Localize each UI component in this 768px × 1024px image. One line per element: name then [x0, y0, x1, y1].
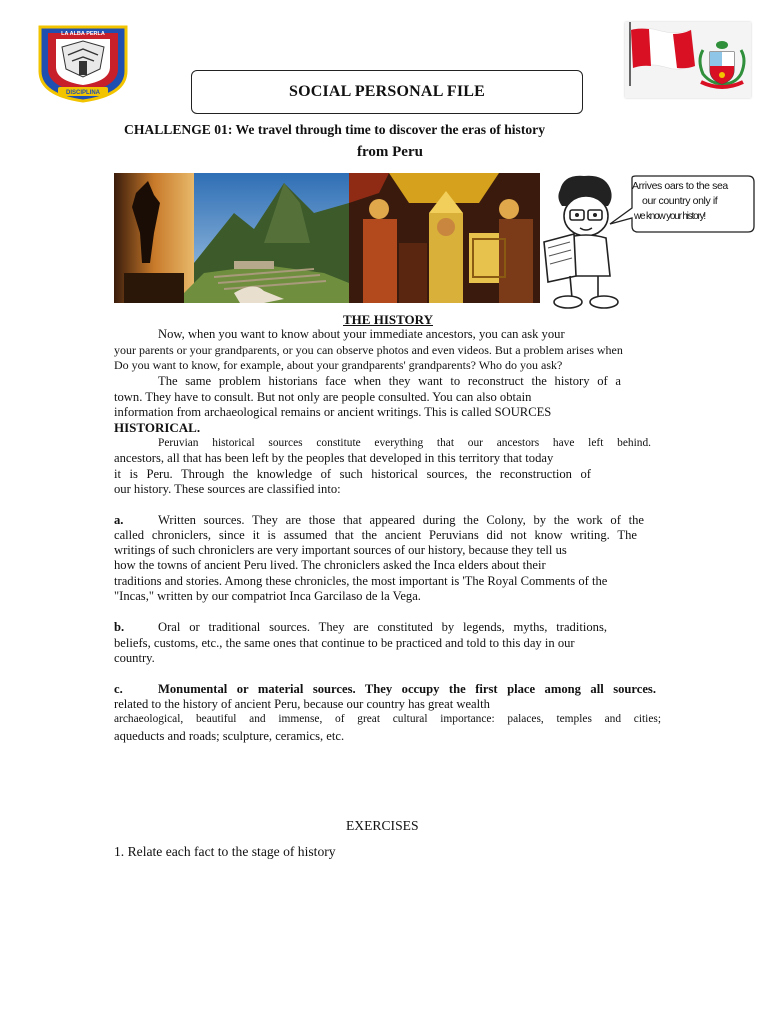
paragraph-line: called chroniclers, since it is assumed that the ancient Peruvians did not know writing. The [114, 528, 637, 542]
paragraph-line: Peruvian historical sources constitute everything that our ancestors have left behind. [158, 437, 651, 449]
paragraph-line: how the towns of ancient Peru lived. The chroniclers asked the Inca elders about their [114, 558, 546, 572]
paragraph-line: Now, when you want to know about your immediate ancestors, you can ask your [158, 327, 565, 341]
speech-bubble-line: our country only if [642, 195, 718, 207]
paragraph-line: Oral or traditional sources. They are constituted by legends, myths, traditions, [158, 620, 607, 634]
document-title: SOCIAL PERSONAL FILE [288, 83, 486, 100]
paragraph-line: country. [114, 651, 155, 665]
paragraph-line: information from archaeological remains or ancient writings. This is called SOURCES [114, 405, 552, 419]
paragraph-line: it is Peru. Through the knowledge of such historical sources, the reconstruction of [114, 467, 591, 481]
paragraph-line: traditions and stories. Among these chronicles, the most important is 'The Royal Comments of the [114, 574, 608, 588]
paragraph-line: ancestors, all that has been left by the peoples that developed in this territory that today [114, 451, 554, 465]
paragraph-line: your parents or your grandparents, or you can observe photos and even videos. But a problem arises when [114, 343, 623, 357]
paragraph-line: Written sources. They are those that appeared during the Colony, by the work of the [158, 513, 644, 527]
crest-bottom-text: DISCIPLINA [65, 90, 101, 96]
list-marker-a: a. [114, 513, 124, 527]
paragraph-line: our history. These sources are classified into: [114, 482, 341, 496]
paragraph-line: archaeological, beautiful and immense, of great cultural importance: palaces, temples and cities; [114, 713, 661, 725]
paragraph-line: "Incas," written by our compatriot Inca Garcilaso de la Vega. [114, 589, 421, 603]
paragraph-line: beliefs, customs, etc., the same ones that continue to be practiced and told to this day in our [114, 636, 575, 650]
speech-bubble-text [632, 179, 750, 224]
paragraph-line: The same problem historians face when they want to reconstruct the history of a [158, 374, 621, 388]
challenge-heading: CHALLENGE 01: We travel through time to discover the eras of history [124, 122, 545, 137]
list-marker-c: c. [114, 682, 123, 696]
paragraph-line: writings of such chroniclers are very important sources of our history, because they tell us [114, 543, 567, 557]
exercise-item-1: 1. Relate each fact to the stage of history [114, 844, 336, 859]
peru-flag-emblem [625, 22, 751, 98]
challenge-heading-continued: from Peru [357, 144, 423, 160]
speech-bubble-line: Arrives oars to the sea [632, 180, 728, 192]
paragraph-line-bold: Monumental or material sources. They occupy the first place among all sources. [158, 682, 656, 696]
school-crest-logo [34, 21, 132, 103]
document-title-box [191, 70, 583, 114]
paragraph-line: aqueducts and roads; sculpture, ceramics, etc. [114, 729, 345, 743]
exercises-title: EXERCISES [346, 818, 419, 833]
list-marker-b: b. [114, 620, 125, 634]
speech-bubble-line: we know your history! [634, 211, 705, 222]
crest-top-text: LA ALBA PERLA [61, 31, 105, 37]
inca-ceremony-photo [349, 173, 540, 303]
paragraph-line: related to the history of ancient Peru, because our country has great wealth [114, 697, 490, 711]
paragraph-line-bold: HISTORICAL. [114, 420, 201, 435]
paragraph-line: town. They have to consult. But not only are people consulted. You can also obtain [114, 390, 532, 404]
section-heading-history: THE HISTORY [343, 312, 433, 327]
paragraph-line: Do you want to know, for example, about your grandparents' grandparents? Who do you ask? [114, 358, 563, 372]
machu-picchu-photo [114, 173, 349, 303]
